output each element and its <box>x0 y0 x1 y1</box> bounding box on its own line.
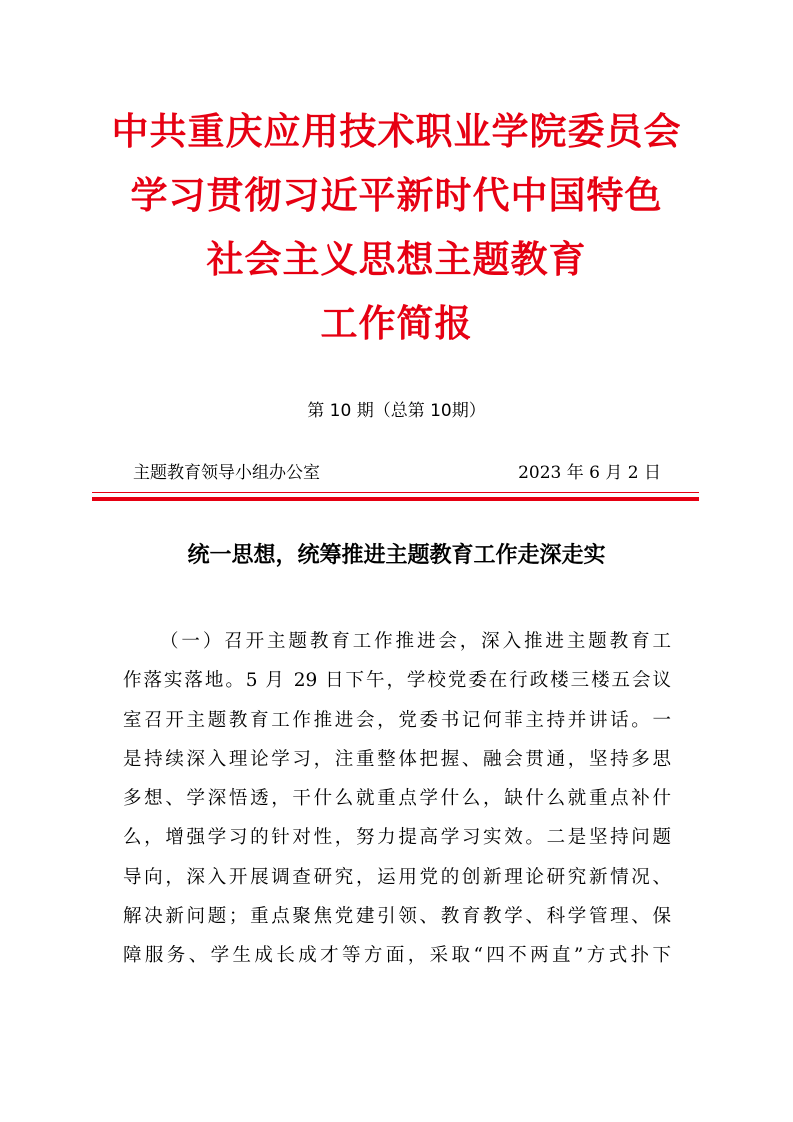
title-line-1: 中共重庆应用技术职业学院委员会 <box>111 110 682 153</box>
body-line: 多想、学深悟透，干什么就重点学什么，缺什么就重点补什 <box>123 788 671 810</box>
body-line: （一）召开主题教育工作推进会，深入推进主题教育工 <box>160 631 671 652</box>
body-line: 障服务、学生成长成才等方面，采取“四不两直”方式扑下 <box>123 945 671 967</box>
divider-thick <box>92 497 699 501</box>
body-line: 是持续深入理论学习，注重整体把握、融会贯通，坚持多思 <box>123 748 671 770</box>
title-line-4: 工作简报 <box>320 302 473 345</box>
article-body <box>123 622 671 976</box>
body-line: 导向，深入开展调查研究，运用党的创新理论研究新情况、 <box>123 866 671 888</box>
issue-number: 第 10 期（总第 10期） <box>307 401 486 421</box>
article-heading: 统一思想，统筹推进主题教育工作走深走实 <box>187 543 606 568</box>
title-line-2: 学习贯彻习近平新时代中国特色 <box>130 174 663 217</box>
body-line: 作落实落地。5 月 29 日下午，学校党委在行政楼三楼五会议 <box>123 670 671 692</box>
divider-thin <box>92 492 699 493</box>
issue-date: 2023 年 6 月 2 日 <box>518 463 661 483</box>
body-line: 解决新问题；重点聚焦党建引领、教育教学、科学管理、保 <box>123 906 671 928</box>
body-line: 室召开主题教育工作推进会，党委书记何菲主持并讲话。一 <box>123 709 671 731</box>
body-line: 么，增强学习的针对性，努力提高学习实效。二是坚持问题 <box>123 827 671 849</box>
issuer: 主题教育领导小组办公室 <box>133 463 320 483</box>
document-title <box>0 100 793 356</box>
title-line-3: 社会主义思想主题教育 <box>206 238 587 281</box>
